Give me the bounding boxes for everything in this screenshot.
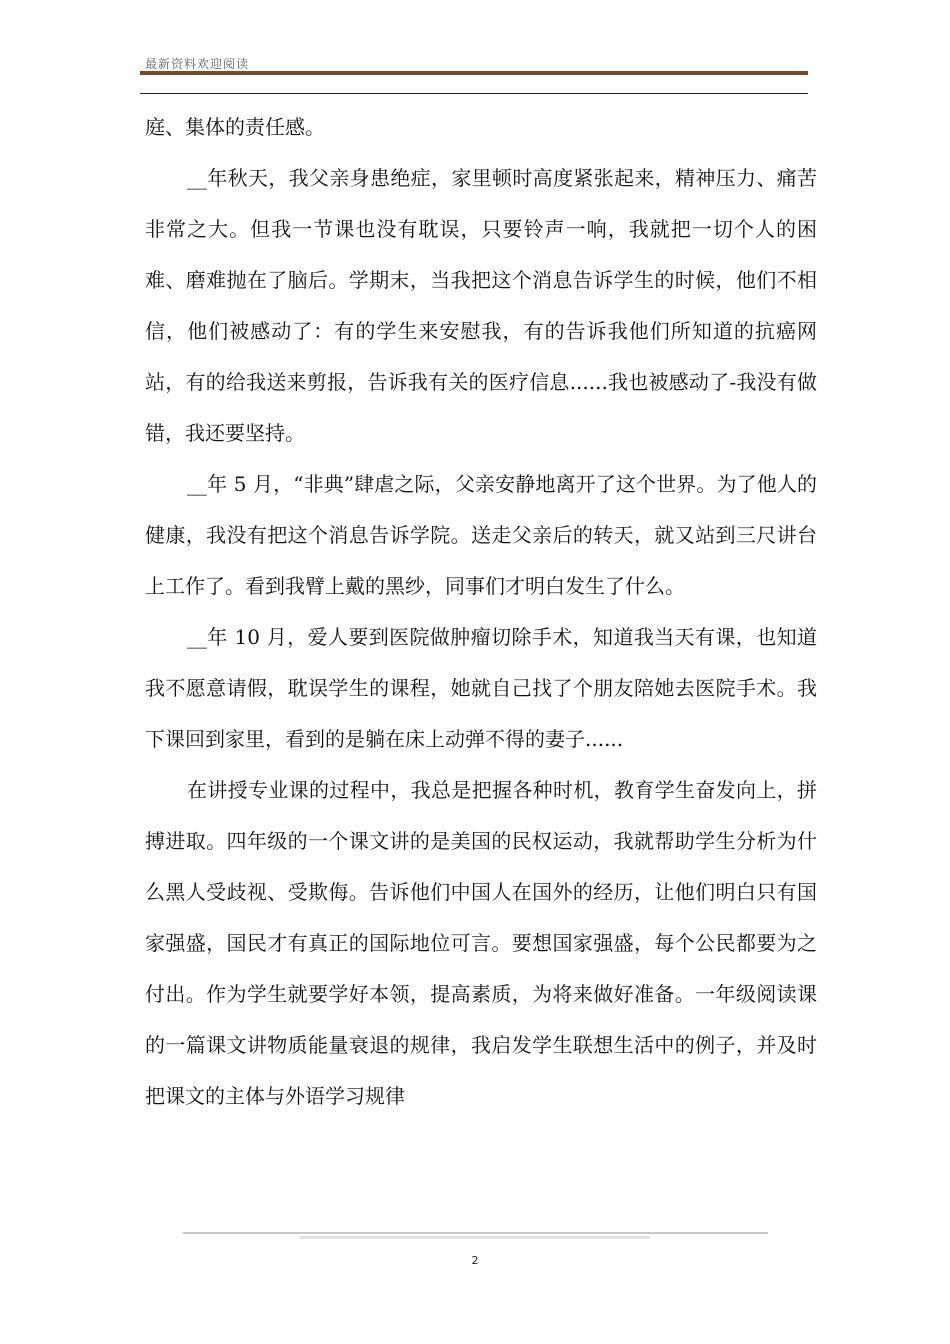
- page-header-text: 最新资料欢迎阅读: [145, 57, 250, 71]
- footer-divider: [183, 1232, 768, 1234]
- paragraph-5: 在讲授专业课的过程中，我总是把握各种时机，教育学生奋发向上，拼搏进取。四年级的一个课文讲的是美国的民权运动，我就帮助学生分析为什么黑人受歧视、受欺侮。告诉他们中国人在国外的经历，让他们明白只有国家强盛，国民才有真正的国际地位可言。要想国家强盛，每个公民都要为之付出。作为学生就要学好本领，提高素质，为将来做好准备。一年级阅读课的一篇课文讲物质能量衰退的规律，我启发学生联想生活中的例子，并及时把课文的主体与外语学习规律: [145, 778, 817, 1108]
- page-number: 2: [471, 1254, 479, 1267]
- paragraph-1: 庭、集体的责任感。: [145, 115, 325, 139]
- header-divider-thin: [140, 93, 808, 94]
- footer-divider-shadow: [300, 1236, 650, 1239]
- paragraph-4: __年 10 月，爱人要到医院做肿瘤切除手术，知道我当天有课，也知道我不愿意请假，耽误学生的课程，她就自己找了个朋友陪她去医院手术。我下课回到家里，看到的是躺在床上动弹不得的妻子......: [145, 625, 817, 751]
- document-body: [145, 102, 817, 1122]
- header-divider-thick: [140, 71, 808, 75]
- paragraph-2: __年秋天，我父亲身患绝症，家里顿时高度紧张起来，精神压力、痛苦非常之大。但我一节课也没有耽误，只要铃声一响，我就把一切个人的困难、磨难抛在了脑后。学期末，当我把这个消息告诉学生的时候，他们不相信，他们被感动了：有的学生来安慰我，有的告诉我他们所知道的抗癌网站，有的给我送来剪报，告诉我有关的医疗信息......我也被感动了-我没有做错，我还要坚持。: [145, 166, 817, 445]
- paragraph-3: __年 5 月，“非典”肆虐之际，父亲安静地离开了这个世界。为了他人的健康，我没有把这个消息告诉学院。送走父亲后的转天，就又站到三尺讲台上工作了。看到我臂上戴的黑纱，同事们才明白发生了什么。: [145, 472, 817, 598]
